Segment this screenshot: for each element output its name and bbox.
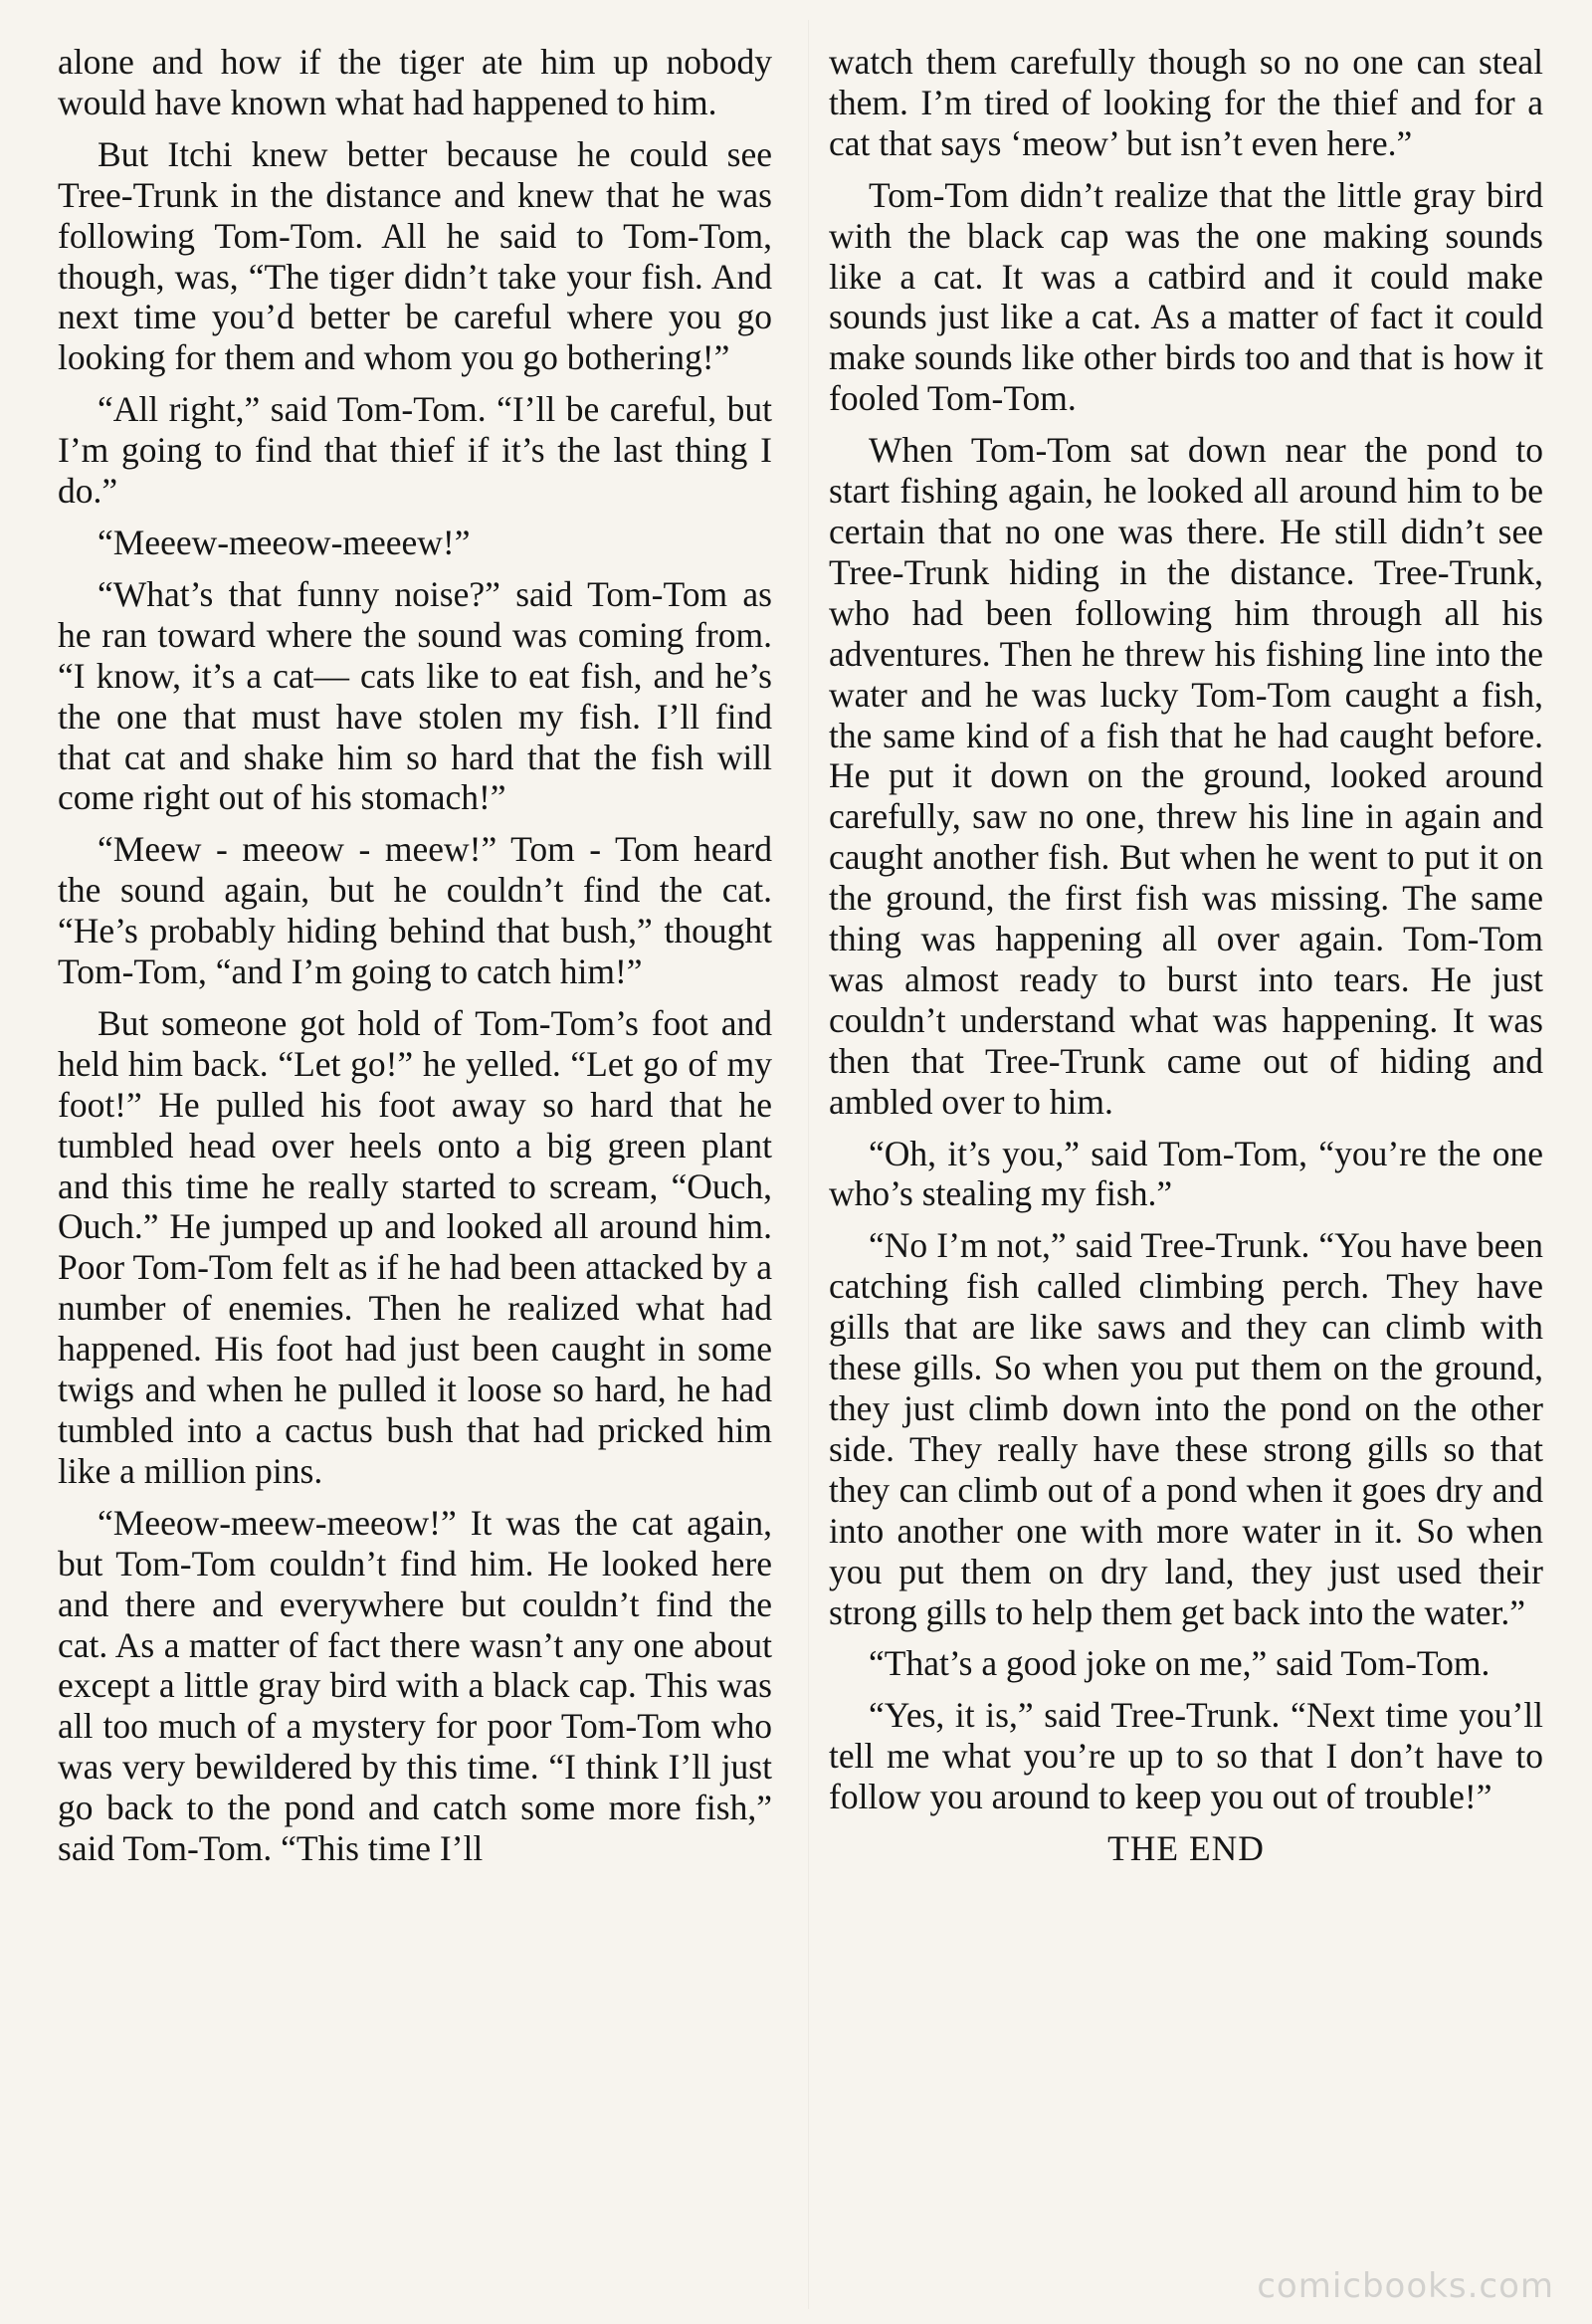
paragraph: “Meeow-meew-meeow!” It was the cat again, but Tom-Tom couldn’t find him. He looked here and there and everywhere but couldn’t find the cat. As a matter of fact there wasn’t any one about except a little gray bird with a black cap. This was all too much of a mystery for poor Tom-Tom who was very bewildered by this time. “I think I’ll just go back to the pond and catch some more fish,” said Tom-Tom. “This time I’ll	[58, 1502, 772, 1869]
paragraph: “Oh, it’s you,” said Tom-Tom, “you’re the one who’s stealing my fish.”	[829, 1133, 1543, 1214]
column-gutter	[808, 20, 809, 2309]
left-column	[58, 42, 772, 1880]
paragraph: “All right,” said Tom-Tom. “I’ll be careful, but I’m going to find that thief if it’s the last thing I do.”	[58, 389, 772, 512]
paragraph: watch them carefully though so no one can steal them. I’m tired of looking for the thief and for a cat that says ‘meow’ but isn’t even here.”	[829, 42, 1543, 163]
paragraph: But Itchi knew better because he could see Tree-Trunk in the distance and knew that he was following Tom-Tom. All he said to Tom-Tom, though, was, “The tiger didn’t take your fish. And next time you’d better be careful where you go looking for them and whom you go bothering!”	[58, 133, 772, 378]
paragraph: alone and how if the tiger ate him up nobody would have known what had happened to him.	[58, 42, 772, 122]
paragraph: “Meeew-meeow-meeew!”	[98, 522, 471, 562]
right-column	[829, 42, 1543, 1880]
the-end-label: THE END	[1107, 1828, 1265, 1869]
paragraph: “What’s that funny noise?” said Tom-Tom as he ran toward where the sound was coming from. “I know, it’s a cat— cats like to eat fish, and he’s the one that must have stolen my fish. I’ll find that cat and shake him so hard that the fish will come right out of his stomach!”	[58, 573, 772, 818]
paragraph: But someone got hold of Tom-Tom’s foot and held him back. “Let go!” he yelled. “Let go of my foot!” He pulled his foot away so hard that he tumbled head over heels onto a big green plant and this time he really started to scream, “Ouch, Ouch.” He jumped up and looked all around him. Poor Tom-Tom felt as if he had been attacked by a number of enemies. Then he realized what had happened. His foot had just been caught in some twigs and when he pulled it loose so hard, he had tumbled into a cactus bush that had pricked him like a million pins.	[58, 1002, 772, 1491]
paragraph: “Meew - meeow - meew!” Tom - Tom heard the sound again, but he couldn’t find the cat. “He’s probably hiding behind that bush,” thought Tom-Tom, “and I’m going to catch him!”	[58, 829, 772, 992]
paragraph: Tom-Tom didn’t realize that the little gray bird with the black cap was the one making sounds like a cat. It was a catbird and it could make sounds just like a cat. As a matter of fact it could make sounds like other birds too and that is how it fooled Tom-Tom.	[829, 174, 1543, 419]
paragraph: “Yes, it is,” said Tree-Trunk. “Next time you’ll tell me what you’re up to so that I don’t have to follow you around to keep you out of trouble!”	[829, 1695, 1543, 1817]
paragraph: “No I’m not,” said Tree-Trunk. “You have been catching fish called climbing perch. They have gills that are like saws and they can climb with these gills. So when you put them on the ground, they just climb down into the pond on the other side. They really have these strong gills so that they can climb out of a pond when it goes dry and into another one with more water in it. So when you put them on dry land, they just used their strong gills to help them get back into the water.”	[829, 1225, 1543, 1632]
paragraph: “That’s a good joke on me,” said Tom-Tom.	[869, 1643, 1491, 1684]
paragraph: When Tom-Tom sat down near the pond to start fishing again, he looked all around him to be certain that no one was there. He still didn’t see Tree-Trunk hiding in the distance. Tree-Trunk, who had been following him through all his adventures. Then he threw his fishing line into the water and he was lucky Tom-Tom caught a fish, the same kind of a fish that he had caught before. He put it down on the ground, looked around carefully, saw no one, threw his line in again and caught another fish. But when he went to put it on the ground, the first fish was missing. The same thing was happening all over again. Tom-Tom was almost ready to burst into tears. He just couldn’t understand what was happening. It was then that Tree-Trunk came out of hiding and ambled over to him.	[829, 430, 1543, 1122]
site-watermark: comicbooks.com	[1257, 2266, 1554, 2306]
